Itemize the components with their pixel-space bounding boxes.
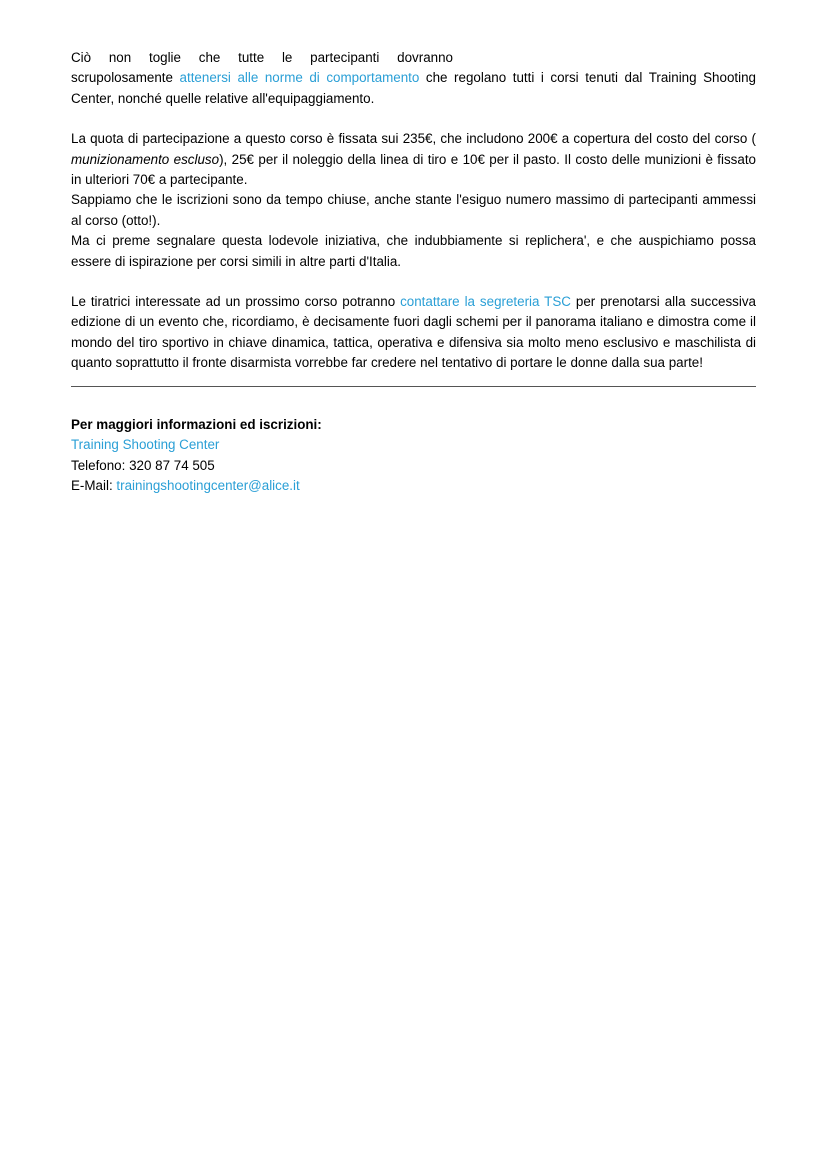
norme-comportamento-link[interactable]: attenersi alle norme di comportamento <box>179 70 420 86</box>
initiative-paragraph: Ma ci preme segnalare questa lodevole iniziativa, che indubbiamente si replichera', e che auspichiamo possa essere di ispirazione per corsi simili in altre parti d'Italia. <box>71 233 756 269</box>
intro-word: tutte <box>238 50 265 65</box>
fees-italic-note: munizionamento escluso <box>71 151 220 167</box>
contact-info-block <box>71 415 756 497</box>
next-course-text-end: per prenotarsi alla successiva edizione di un evento che, ricordiamo, è decisamente fuori dagli schemi per il panorama italiano e dimostra come il mondo del tiro sportivo in chiave dinamica, tattica, operativa e difensiva sia molto meno esclusivo e maschilista di quanto soprattutto il fronte disarmista vorrebbe far credere nel tentativo di portare le donne dalla sua parte! <box>71 294 756 371</box>
paragraph-spacer <box>71 272 756 292</box>
registrations-closed-paragraph: Sappiamo che le iscrizioni sono da tempo chiuse, anche stante l'esiguo numero massimo di partecipanti ammessi al corso (otto!). <box>71 192 756 228</box>
contact-secretary-link[interactable]: contattare la segreteria TSC <box>400 294 571 310</box>
intro-word: partecipanti <box>310 50 380 65</box>
fees-text-start: La quota di partecipazione a questo corso è fissata sui 235€, che includono 200€ a copertura del costo del corso ( <box>71 131 756 147</box>
intro-text-start: scrupolosamente <box>71 70 180 86</box>
phone-number: Telefono: 320 87 74 505 <box>71 457 215 473</box>
fees-paragraph <box>71 129 756 190</box>
intro-word: dovranno <box>397 50 453 65</box>
fees-text-end: ), 25€ per il noleggio della linea di tiro e 10€ per il pasto. Il costo delle munizioni è fissato in ulteriori 70€ a partecipante. <box>71 151 756 188</box>
intro-text-end: che regolano tutti i corsi tenuti dal Training Shooting Center, nonché quelle relative all'equipaggiamento. <box>71 70 756 106</box>
email-link[interactable]: trainingshootingcenter@alice.it <box>116 477 300 493</box>
intro-word: che <box>198 50 221 65</box>
intro-word: Ciò <box>71 50 92 65</box>
paragraph-spacer <box>71 109 756 129</box>
next-course-paragraph <box>71 292 756 374</box>
email-line <box>71 476 756 496</box>
intro-word: le <box>281 50 293 65</box>
intro-first-line <box>71 48 453 68</box>
intro-word: non <box>108 50 132 65</box>
document-page <box>71 48 756 496</box>
next-course-text-start: Le tiratrici interessate ad un prossimo corso potranno <box>71 294 401 310</box>
contact-info-title: Per maggiori informazioni ed iscrizioni: <box>71 416 322 432</box>
intro-paragraph <box>71 68 756 109</box>
email-label: E-Mail: <box>71 477 117 493</box>
section-divider <box>71 386 756 387</box>
intro-word: toglie <box>148 50 181 65</box>
training-shooting-center-link[interactable]: Training Shooting Center <box>71 437 220 453</box>
